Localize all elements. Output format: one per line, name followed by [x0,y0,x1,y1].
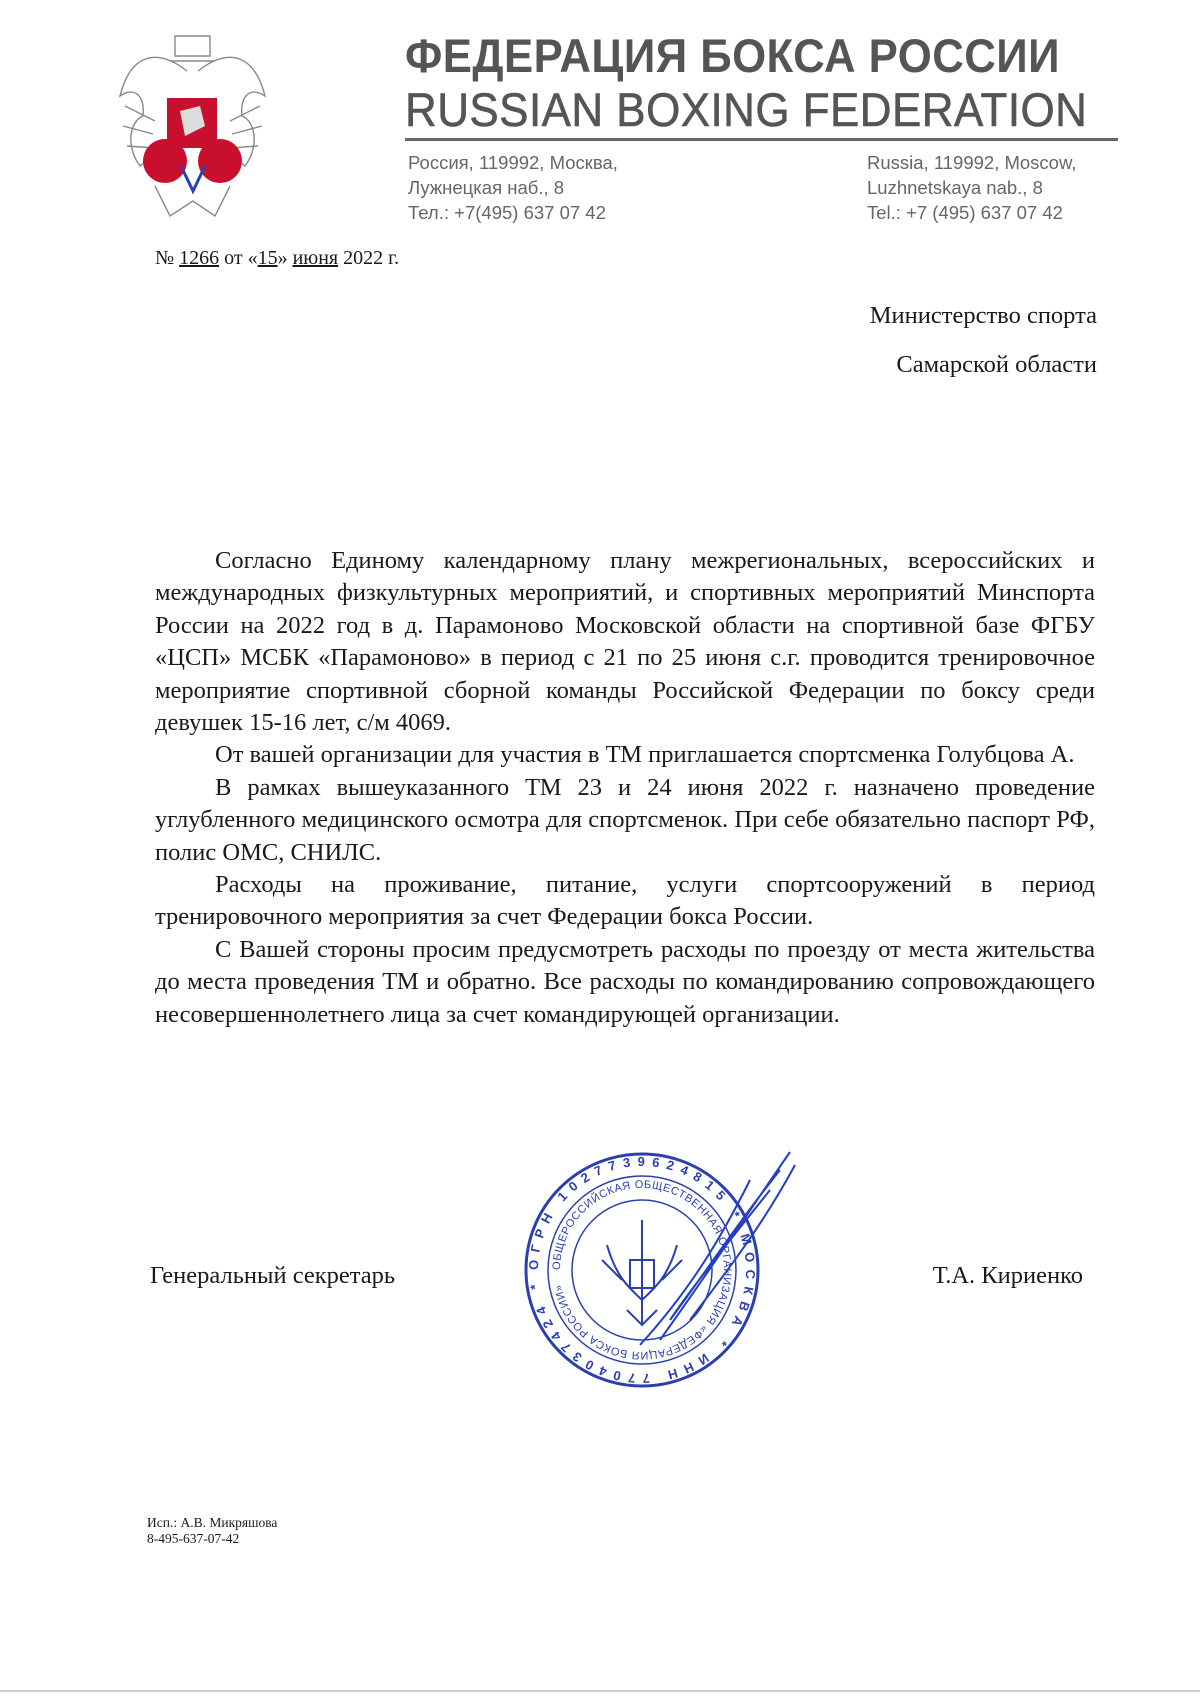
letterhead-title-ru: ФЕДЕРАЦИЯ БОКСА РОССИИ [405,29,1061,82]
body-paragraph: С Вашей стороны просим предусмотреть расходы по проезду от места жительства до места проведения ТМ и обратно. Все расходы по командированию сопровождающего несовершеннолетнего лица за счет командирующей организации. [155,935,1095,1028]
executor-phone: 8-495-637-07-42 [147,1531,240,1546]
recipient-line: Министерство спорта [869,302,1097,329]
registration-line [155,247,399,270]
body-paragraph: От вашей организации для участия в ТМ приглашается спортсменка Голубцова А. [215,741,1075,769]
executor-name: Исп.: А.В. Микряшова [147,1515,278,1530]
handwritten-signature [600,1150,800,1350]
body-paragraph: Расходы на проживание, питание, услуги спортсооружений в период тренировочного мероприятия за счет Федерации бокса России. [155,871,1095,931]
body-paragraph: В рамках вышеуказанного ТМ 23 и 24 июня 2022 г. назначено проведение углубленного медицинского осмотра для спортсменок. При себе обязательно паспорт РФ, полис ОМС, СНИЛС. [155,773,1095,866]
address-en [867,150,1076,225]
federation-emblem-logo [115,26,270,226]
document-month: июня [292,247,339,269]
quote-close: » [277,247,293,269]
signatory-name: Т.А. Кириенко [932,1262,1083,1289]
number-sign: № [155,247,180,269]
document-day: 15 [257,247,278,269]
address-line: Россия, 119992, Москва, [408,152,618,173]
address-line: Russia, 119992, Moscow, [867,152,1077,173]
letterhead-title-en: RUSSIAN BOXING FEDERATION [405,83,1088,136]
from-label: от « [219,247,258,269]
address-line: Лужнецкая наб., 8 [408,177,565,198]
address-line: Luzhnetskaya nab., 8 [867,177,1043,198]
stamp-outer-text: ОГРН 1027739624815 * МОСКВА * ИНН 7704037424 * [525,1153,759,1387]
recipient-line: Самарской области [896,351,1097,378]
address-ru [408,150,618,225]
document-year: 2022 г. [338,247,400,269]
phone-line: Tel.: +7 (495) 637 07 42 [867,202,1063,223]
phone-line: Тел.: +7(495) 637 07 42 [408,202,606,223]
stamp-inner-text: ОБЩЕРОССИЙСКАЯ ОБЩЕСТВЕННАЯ ОРГАНИЗАЦИЯ «ФЕДЕРАЦИЯ БОКСА РОССИИ» [550,1178,734,1362]
signatory-position: Генеральный секретарь [150,1262,396,1289]
executor-footer [147,1515,277,1547]
letterhead-divider [405,138,1118,141]
body-paragraph: Согласно Единому календарному плану межрегиональных, всероссийских и международных физкультурных мероприятий, и спортивных мероприятий Минспорта России на 2022 год в д. Парамоново Московской области на спортивной базе ФГБУ «ЦСП» МСБК «Парамоново» в период с 21 по 25 июня с.г. проводится тренировочное мероприятие спортивной сборной команды Российской Федерации по боксу среди девушек 15-16 лет, с/м 4069. [155,547,1095,737]
document-number: 1266 [179,247,220,269]
letter-body [155,545,1095,1031]
scan-edge [0,1690,1200,1692]
